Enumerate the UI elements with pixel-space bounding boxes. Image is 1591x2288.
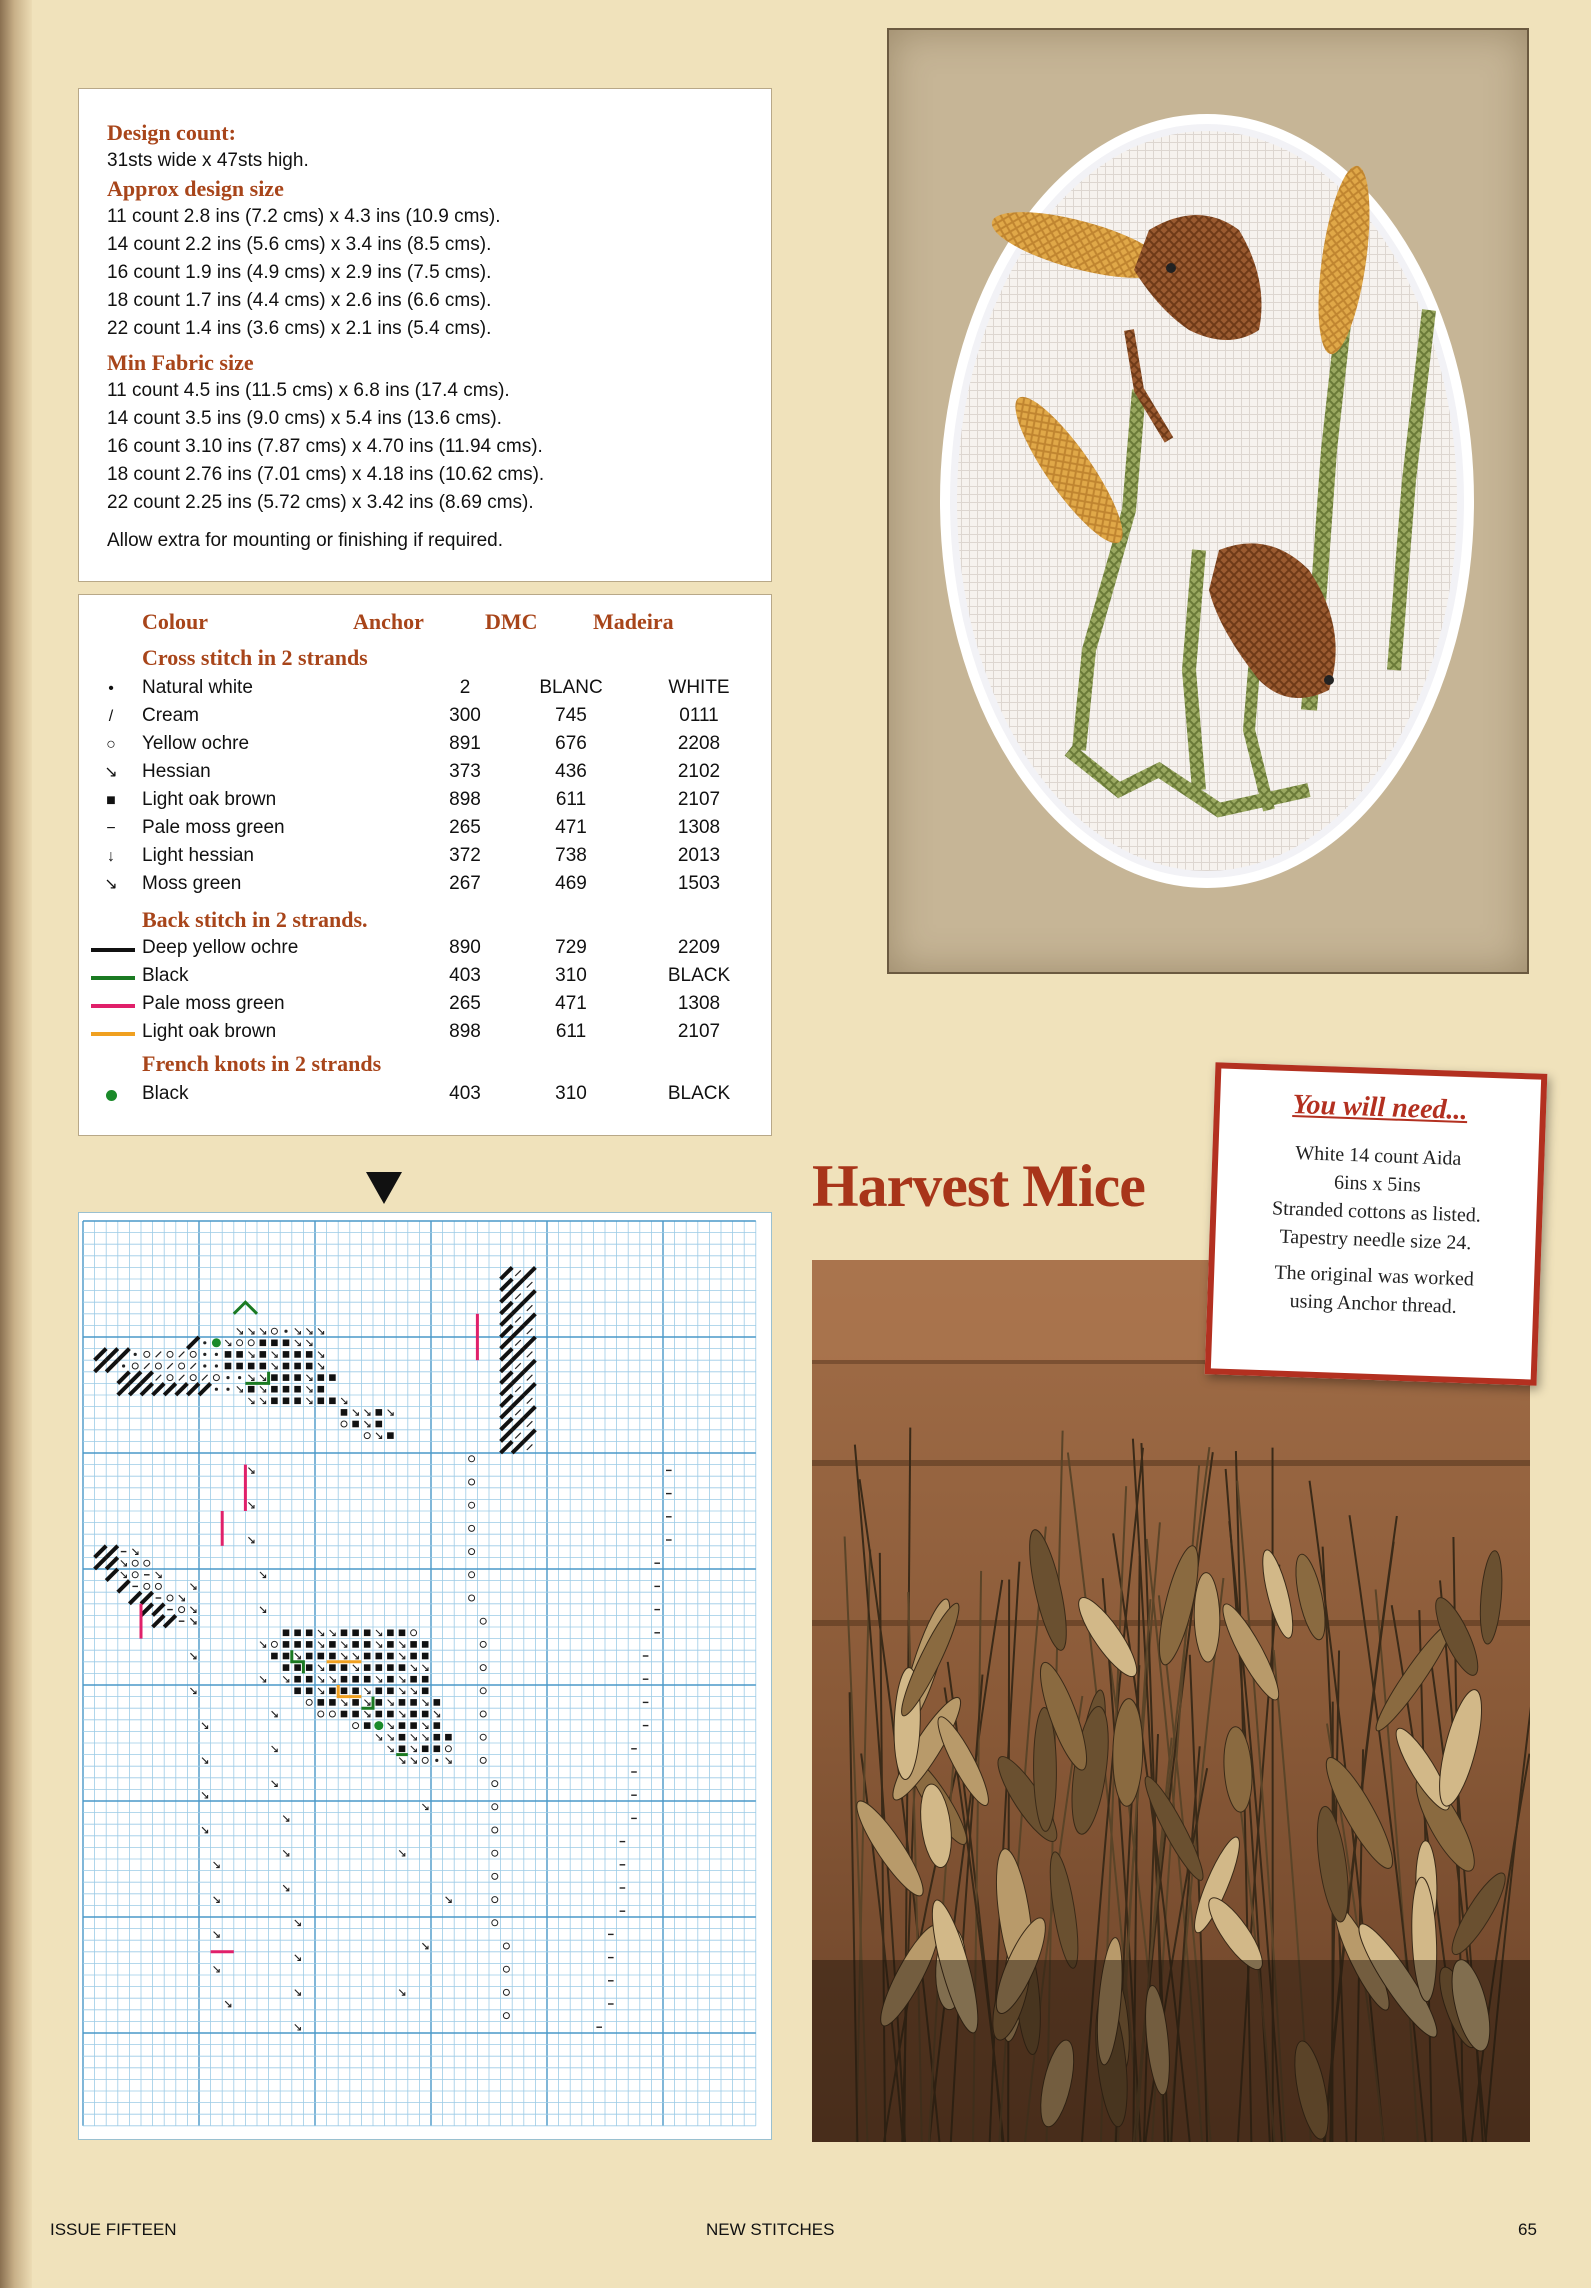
hessian-symbol-icon: ↘ bbox=[104, 764, 118, 781]
design-info-panel bbox=[78, 88, 772, 582]
cross-stitch-chart bbox=[78, 1212, 772, 2140]
col-header-anchor: Anchor bbox=[353, 609, 424, 634]
design-size-line: 14 count 2.2 ins (5.6 cms) x 3.4 ins (8.5 cms). bbox=[107, 234, 492, 255]
key-row: − Pale moss green 265 471 1308 bbox=[79, 815, 771, 843]
need-note: The original was worked bbox=[1274, 1261, 1475, 1291]
design-size-line: 16 count 1.9 ins (4.9 cms) x 2.9 ins (7.5 cms). bbox=[107, 262, 492, 283]
design-size-line: 18 count 1.7 ins (4.4 cms) x 2.6 ins (6.6 cms). bbox=[107, 290, 492, 311]
design-count-heading: Design count: bbox=[107, 120, 236, 145]
need-item: Stranded cottons as listed. bbox=[1271, 1197, 1482, 1227]
back-stitch-heading: Back stitch in 2 strands. bbox=[142, 907, 368, 932]
key-row: Pale moss green 265 471 1308 bbox=[79, 991, 771, 1019]
french-knot-dot-icon bbox=[106, 1090, 117, 1101]
key-row: Black 403 310 BLACK bbox=[79, 1081, 771, 1109]
page-gutter-shadow bbox=[0, 0, 32, 2288]
key-row: Light oak brown 898 611 2107 bbox=[79, 1019, 771, 1047]
need-note: using Anchor thread. bbox=[1289, 1290, 1458, 1318]
design-size-line: 11 count 2.8 ins (7.2 cms) x 4.3 ins (10.9 cms). bbox=[107, 206, 501, 227]
key-row: Deep yellow ochre 890 729 2209 bbox=[79, 935, 771, 963]
need-item: Tapestry needle size 24. bbox=[1279, 1225, 1472, 1255]
footer-page-number: 65 bbox=[1518, 2220, 1537, 2239]
back-stitch-swatch bbox=[91, 1032, 135, 1036]
moss-green-symbol-icon: ↘ bbox=[104, 876, 118, 893]
back-stitch-swatch bbox=[91, 976, 135, 980]
light-hessian-symbol-icon: ↓ bbox=[107, 848, 115, 865]
you-will-need-box bbox=[1205, 1062, 1548, 1385]
you-will-need-title: You will need... bbox=[1292, 1089, 1469, 1127]
key-row: ○ Yellow ochre 891 676 2208 bbox=[79, 731, 771, 759]
grid-lines bbox=[83, 1221, 756, 2126]
design-size-heading: Approx design size bbox=[107, 176, 284, 201]
footer-issue: ISSUE FIFTEEN bbox=[50, 2220, 177, 2239]
key-row: ■ Light oak brown 898 611 2107 bbox=[79, 787, 771, 815]
fabric-size-line: 16 count 3.10 ins (7.87 cms) x 4.70 ins (11.94 cms). bbox=[107, 436, 543, 457]
need-item: 6ins x 5ins bbox=[1333, 1171, 1422, 1197]
key-row: ↘ Hessian 373 436 2102 bbox=[79, 759, 771, 787]
need-item: White 14 count Aida bbox=[1294, 1142, 1462, 1170]
key-row: ↓ Light hessian 372 738 2013 bbox=[79, 843, 771, 871]
key-row: ↘ Moss green 267 469 1503 bbox=[79, 871, 771, 899]
french-knots-heading: French knots in 2 strands bbox=[142, 1051, 382, 1076]
allow-extra-note: Allow extra for mounting or finishing if required. bbox=[107, 530, 504, 551]
fabric-size-line: 22 count 2.25 ins (5.72 cms) x 3.42 ins (8.69 cms). bbox=[107, 492, 534, 513]
page-title: Harvest Mice bbox=[812, 1153, 1145, 1219]
natural-white-symbol-icon: • bbox=[108, 680, 114, 697]
yellow-ochre-symbol-icon: ○ bbox=[106, 736, 116, 753]
col-header-dmc: DMC bbox=[485, 609, 538, 634]
key-row: / Cream 300 745 0111 bbox=[79, 703, 771, 731]
chart-grid bbox=[79, 1213, 771, 2139]
fabric-size-heading: Min Fabric size bbox=[107, 350, 254, 375]
cross-stitch-heading: Cross stitch in 2 strands bbox=[142, 645, 368, 670]
design-size-line: 22 count 1.4 ins (3.6 cms) x 2.1 ins (5.4 cms). bbox=[107, 318, 492, 339]
fabric-size-line: 11 count 4.5 ins (11.5 cms) x 6.8 ins (17.4 cms). bbox=[107, 380, 510, 401]
back-stitch-swatch bbox=[91, 948, 135, 952]
back-stitch-swatch bbox=[91, 1004, 135, 1008]
wheat-photo bbox=[812, 1260, 1530, 2142]
col-header-madeira: Madeira bbox=[593, 609, 674, 634]
stitch-symbols bbox=[95, 1267, 672, 2030]
cream-symbol-icon: / bbox=[108, 708, 114, 725]
fabric-size-line: 14 count 3.5 ins (9.0 cms) x 5.4 ins (13.6 cms). bbox=[107, 408, 502, 429]
finished-stitch-photo bbox=[887, 28, 1529, 974]
light-oak-brown-symbol-icon: ■ bbox=[106, 792, 116, 809]
key-row: • Natural white 2 BLANC WHITE bbox=[79, 675, 771, 703]
design-count: 31sts wide x 47sts high. bbox=[107, 150, 309, 171]
fabric-size-line: 18 count 2.76 ins (7.01 cms) x 4.18 ins (10.62 cms). bbox=[107, 464, 545, 485]
center-marker-down-icon bbox=[366, 1172, 402, 1204]
col-header-colour: Colour bbox=[142, 609, 208, 634]
pale-moss-green-symbol-icon: − bbox=[106, 820, 116, 837]
footer-magazine: NEW STITCHES bbox=[706, 2220, 835, 2239]
key-row: Black 403 310 BLACK bbox=[79, 963, 771, 991]
colour-key-table bbox=[78, 594, 772, 1136]
